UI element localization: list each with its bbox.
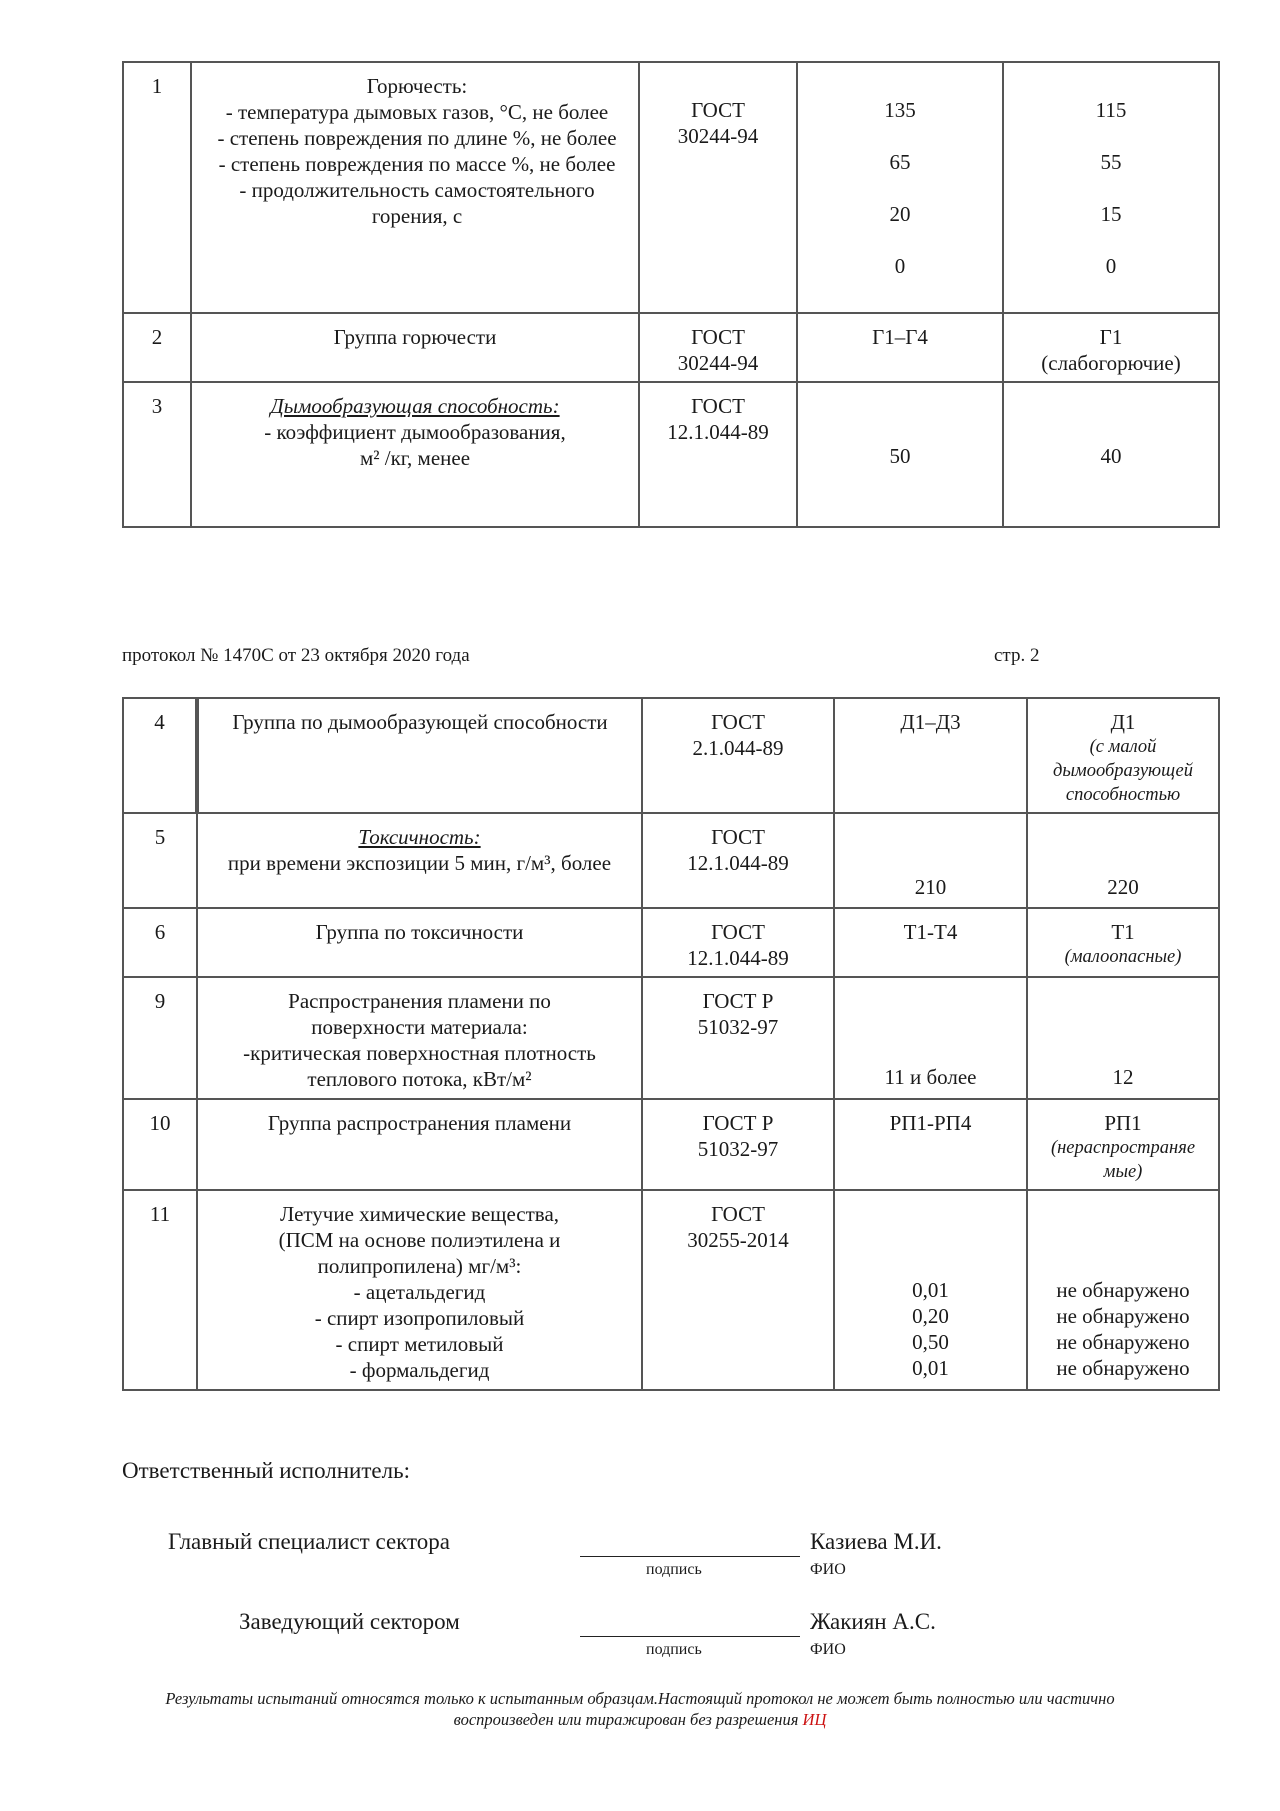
parameter-cell	[197, 813, 642, 908]
organization-abbr: ИЦ	[802, 1710, 827, 1729]
result-cell: 115 55 15 0	[1003, 62, 1219, 313]
parameter-cell: Летучие химические вещества, (ПСМ на основе полиэтилена и полипропилена) мг/м³: - ацетальдегид - спирт изопропиловый - спирт метиловый - формальдегид	[197, 1190, 642, 1390]
row-number: 5	[123, 813, 197, 908]
norm-cell: 50	[797, 382, 1003, 527]
table-row	[123, 698, 1219, 813]
parameter-cell: Группа по дымообразующей способности	[197, 698, 642, 813]
table-row	[123, 813, 1219, 908]
signer-role: Главный специалист сектора	[168, 1529, 451, 1554]
test-results-table-continued	[122, 61, 1220, 528]
parameter-cell: Группа распространения пламени	[197, 1099, 642, 1190]
norm-cell: РП1-РП4	[834, 1099, 1027, 1190]
row-number: 4	[123, 698, 197, 813]
signature-caption: подпись	[646, 1641, 702, 1658]
result-cell: не обнаружено не обнаружено не обнаружено не обнаружено	[1027, 1190, 1219, 1390]
parameter-cell: Группа горючести	[191, 313, 639, 382]
method-cell: ГОСТ 12.1.044-89	[639, 382, 797, 527]
row-number: 10	[123, 1099, 197, 1190]
table-row	[123, 313, 1219, 382]
name-caption: ФИО	[810, 1561, 846, 1578]
signature-line	[580, 1636, 800, 1637]
parameter-title: Дымообразующая способность:	[270, 394, 560, 418]
protocol-header: протокол № 1470С от 23 октября 2020 года	[122, 645, 470, 666]
signer-name: Жакиян А.С.	[810, 1609, 936, 1634]
disclaimer-footer	[120, 1688, 1160, 1730]
parameter-cell: Горючесть: - температура дымовых газов, °С, не более - степень повреждения по длине %, не более - степень повреждения по массе %, не более - продолжительность самостоятельного горения, с	[191, 62, 639, 313]
table-row	[123, 382, 1219, 527]
result-note: (нераспространяе мые)	[1050, 1138, 1196, 1182]
result-value: Д1	[1110, 710, 1136, 734]
method-cell: ГОСТ 30255-2014	[642, 1190, 834, 1390]
disclaimer-text: Результаты испытаний относятся только к испытанным образцам.Настоящий протокол не может быть полностью или частично воспроизведен или тиражирован без разрешения	[165, 1689, 1115, 1729]
parameter-cell: Группа по токсичности	[197, 908, 642, 977]
name-caption: ФИО	[810, 1641, 846, 1658]
table-row	[123, 908, 1219, 977]
result-cell: 12	[1027, 977, 1219, 1099]
norm-cell: 0,01 0,20 0,50 0,01	[834, 1190, 1027, 1390]
method-cell: ГОСТ 12.1.044-89	[642, 813, 834, 908]
signature-caption: подпись	[646, 1561, 702, 1578]
parameter-title: Токсичность:	[358, 825, 481, 849]
norm-cell: 135 65 20 0	[797, 62, 1003, 313]
norm-cell: Т1-Т4	[834, 908, 1027, 977]
method-cell: ГОСТ 30244-94	[639, 313, 797, 382]
page-number: стр. 2	[994, 645, 1040, 666]
table-row	[123, 62, 1219, 313]
parameter-text: - коэффициент дымообразования, м² /кг, менее	[264, 420, 566, 470]
norm-cell: 11 и более	[834, 977, 1027, 1099]
parameter-text: при времени экспозиции 5 мин, г/м³, более	[227, 851, 612, 875]
method-cell: ГОСТ Р 51032-97	[642, 1099, 834, 1190]
row-number: 1	[123, 62, 191, 313]
norm-cell: Г1–Г4	[797, 313, 1003, 382]
signature-line	[580, 1556, 800, 1557]
result-cell	[1027, 1099, 1219, 1190]
row-number: 3	[123, 382, 191, 527]
table-row	[123, 977, 1219, 1099]
test-results-table	[122, 697, 1220, 1391]
method-cell: ГОСТ 30244-94	[639, 62, 797, 313]
signer-role: Заведующий сектором	[239, 1609, 460, 1634]
parameter-cell	[191, 382, 639, 527]
row-number: 9	[123, 977, 197, 1099]
table-row	[123, 1190, 1219, 1390]
table-row	[123, 1099, 1219, 1190]
row-number: 6	[123, 908, 197, 977]
result-note: (с малой дымообразующей способностью	[1053, 737, 1193, 805]
result-note: (малоопасные)	[1064, 947, 1182, 967]
result-cell: Г1 (слабогорючие)	[1003, 313, 1219, 382]
result-cell: 40	[1003, 382, 1219, 527]
result-value: РП1	[1104, 1111, 1142, 1135]
responsible-heading: Ответственный исполнитель:	[122, 1458, 410, 1483]
signer-name: Казиева М.И.	[810, 1529, 942, 1554]
result-cell	[1027, 698, 1219, 813]
method-cell: ГОСТ 12.1.044-89	[642, 908, 834, 977]
norm-cell: Д1–Д3	[834, 698, 1027, 813]
row-number: 11	[123, 1190, 197, 1390]
parameter-cell: Распространения пламени по поверхности материала: -критическая поверхностная плотность теплового потока, кВт/м²	[197, 977, 642, 1099]
row-number: 2	[123, 313, 191, 382]
method-cell: ГОСТ Р 51032-97	[642, 977, 834, 1099]
result-cell	[1027, 908, 1219, 977]
result-value: Т1	[1111, 920, 1135, 944]
norm-cell: 210	[834, 813, 1027, 908]
result-cell: 220	[1027, 813, 1219, 908]
method-cell: ГОСТ 2.1.044-89	[642, 698, 834, 813]
